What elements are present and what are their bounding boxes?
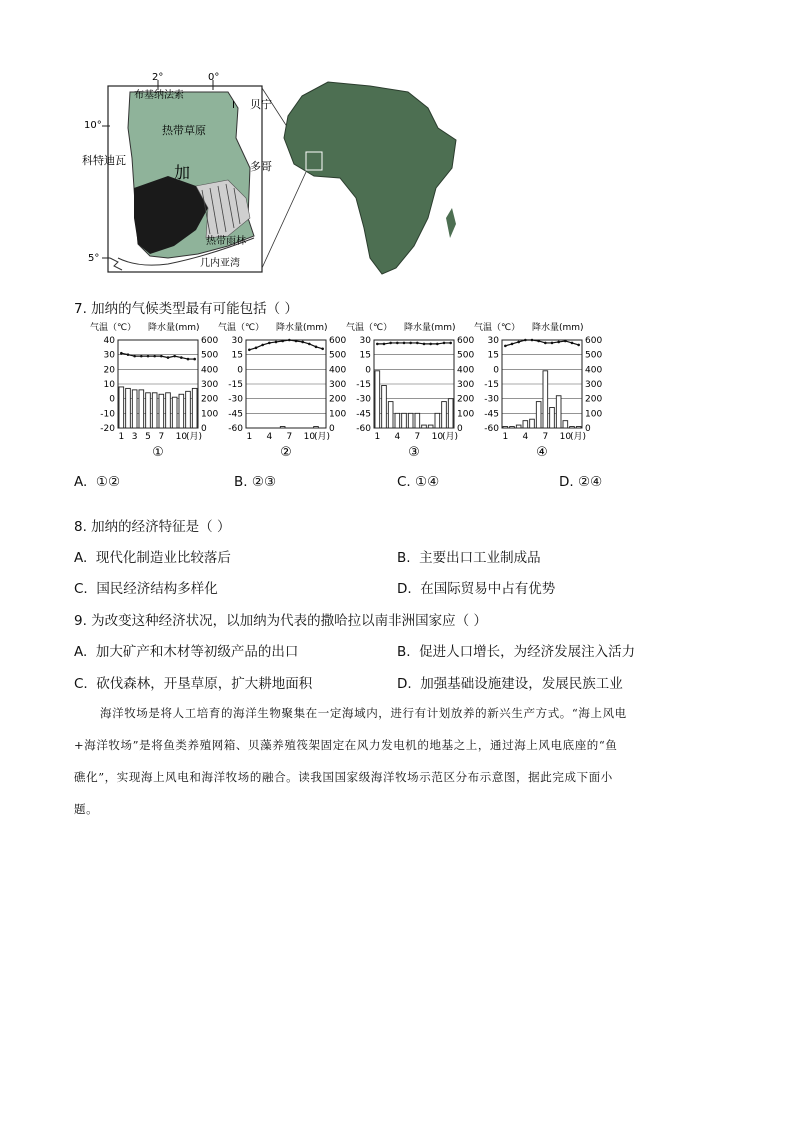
temperature-point: [180, 356, 183, 359]
precip-bar: [132, 390, 137, 428]
chart-x-tick: 1: [502, 432, 509, 442]
q7-option-c[interactable]: C. ①④: [397, 474, 440, 490]
chart-precip-tick: 200: [457, 394, 475, 405]
chart-temp-tick: 0: [493, 365, 499, 376]
chart-precip-axis-label: 降水量(mm): [148, 323, 200, 333]
precip-bar: [448, 399, 453, 428]
label-burkina: 布基纳法索: [134, 90, 184, 101]
chart-1: [90, 321, 218, 460]
q9-option-a[interactable]: A. 加大矿产和木材等初级产品的出口: [74, 644, 299, 660]
chart-temp-tick: 15: [487, 350, 499, 361]
chart-precip-tick: 200: [585, 394, 603, 405]
roman-numeral-label: I: [232, 100, 235, 111]
passage-line-3: 礁化”，实现海上风电和海洋牧场的融合。读我国国家级海洋牧场示范区分布示意图，据此完成下面小: [74, 770, 613, 784]
chart-x-unit: (月): [186, 432, 203, 442]
chart-precip-tick: 300: [585, 380, 603, 390]
chart-precip-tick: 100: [329, 409, 347, 420]
q9-option-b[interactable]: B. 促进人口增长，为经济发展注入活力: [397, 644, 636, 660]
chart-number-label: ④: [536, 445, 548, 460]
chart-precip-tick: 400: [201, 365, 219, 376]
label-tropical-grassland: 热带草原: [162, 124, 206, 137]
chart-precip-tick: 0: [329, 424, 335, 434]
precip-bar: [280, 427, 285, 428]
temperature-point: [268, 342, 271, 345]
chart-precip-tick: 400: [457, 365, 475, 376]
chart-precip-tick: 100: [457, 409, 475, 420]
temperature-point: [577, 344, 580, 347]
chart-precip-tick: 600: [201, 336, 219, 346]
chart-precip-tick: 500: [201, 350, 219, 361]
temperature-point: [376, 343, 379, 346]
temperature-point: [133, 355, 136, 358]
temperature-point: [127, 353, 130, 356]
temperature-point: [571, 342, 574, 345]
chart-temp-tick: -15: [356, 380, 371, 390]
chart-temp-tick: 0: [237, 365, 243, 376]
question-8-stem: 8. 加纳的经济特征是（ ）: [74, 519, 231, 535]
q7-option-b[interactable]: B. ②③: [234, 474, 277, 490]
precip-bar: [179, 394, 184, 428]
precip-bar: [408, 413, 413, 428]
chart-x-unit: (月): [314, 432, 331, 442]
temperature-point: [140, 355, 143, 358]
chart-x-tick: 7: [158, 432, 165, 442]
temperature-point: [147, 355, 150, 358]
temperature-line: [121, 353, 194, 359]
chart-precip-tick: 400: [585, 365, 603, 376]
precip-bar: [152, 393, 157, 428]
label-ghana: 加: [174, 163, 191, 182]
temperature-point: [524, 339, 527, 342]
temperature-point: [511, 343, 514, 346]
temperature-line: [377, 343, 450, 344]
chart-precip-tick: 100: [585, 409, 603, 420]
precip-bar: [314, 427, 319, 428]
label-tropical-forest: 热带雨林: [206, 236, 246, 247]
precip-bar: [503, 427, 508, 428]
question-7-stem: 7. 加纳的气候类型最有可能包括（ ）: [74, 301, 298, 317]
chart-temp-tick: -45: [356, 409, 371, 420]
lon-label-0: 0°: [208, 72, 220, 83]
chart-temp-tick: -30: [228, 394, 243, 405]
precip-bar: [550, 407, 555, 428]
chart-x-tick: 7: [414, 432, 421, 442]
chart-x-tick: 10: [431, 432, 444, 442]
temperature-point: [429, 343, 432, 346]
temperature-point: [193, 358, 196, 361]
lon-label-2: 2°: [152, 72, 164, 83]
temperature-point: [167, 356, 170, 359]
precip-bar: [530, 419, 535, 428]
chart-precip-tick: 200: [201, 394, 219, 405]
temperature-point: [544, 342, 547, 345]
precip-bar: [536, 402, 541, 428]
label-ivory-coast: 科特迪瓦: [82, 154, 126, 167]
chart-temp-tick: 0: [109, 394, 115, 405]
chart-number-label: ③: [408, 445, 420, 460]
chart-x-tick: 5: [145, 432, 151, 442]
temperature-point: [423, 343, 426, 346]
chart-precip-axis-label: 降水量(mm): [404, 323, 456, 333]
temperature-point: [321, 348, 324, 351]
chart-temp-axis-label: 气温（℃）: [346, 323, 393, 333]
chart-precip-tick: 500: [585, 350, 603, 361]
ghana-map-figure: [78, 68, 470, 278]
chart-temp-tick: 30: [103, 350, 115, 361]
temperature-point: [504, 345, 507, 348]
precip-bar: [556, 396, 561, 428]
chart-temp-tick: -60: [484, 424, 499, 434]
chart-temp-tick: 15: [359, 350, 371, 361]
chart-temp-tick: 20: [103, 365, 115, 376]
chart-temp-axis-label: 气温（℃）: [218, 323, 265, 333]
chart-x-tick: 1: [374, 432, 381, 442]
chart-precip-tick: 0: [585, 424, 591, 434]
chart-temp-axis-label: 气温（℃）: [474, 323, 521, 333]
chart-number-label: ①: [152, 445, 164, 460]
chart-x-tick: 1: [118, 432, 125, 442]
precip-bar: [159, 394, 164, 428]
label-gulf-of-guinea: 几内亚湾: [200, 258, 240, 269]
temperature-point: [173, 355, 176, 358]
temperature-point: [531, 339, 534, 342]
chart-precip-tick: 300: [201, 380, 219, 390]
chart-temp-tick: 30: [359, 336, 371, 346]
chart-number-label: ②: [280, 445, 292, 460]
q8-option-c[interactable]: C. 国民经济结构多样化: [74, 581, 218, 597]
temperature-point: [187, 358, 190, 361]
question-9-stem: 9. 为改变这种经济状况，以加纳为代表的撒哈拉以南非洲国家应（ ）: [74, 613, 487, 629]
chart-precip-tick: 500: [457, 350, 475, 361]
temperature-point: [449, 342, 452, 345]
chart-4: [474, 321, 602, 460]
madagascar-shape: [446, 208, 456, 238]
temperature-point: [409, 342, 412, 345]
chart-precip-tick: 600: [329, 336, 347, 346]
q8-option-d[interactable]: D. 在国际贸易中占有优势: [397, 581, 556, 597]
chart-precip-axis-label: 降水量(mm): [276, 323, 328, 333]
chart-precip-tick: 400: [329, 365, 347, 376]
chart-precip-tick: 100: [201, 409, 219, 420]
chart-temp-tick: 10: [103, 380, 115, 390]
chart-temp-tick: -30: [356, 394, 371, 405]
chart-x-tick: 1: [246, 432, 253, 442]
temperature-point: [248, 348, 251, 351]
chart-precip-tick: 0: [201, 424, 207, 434]
precip-bar: [570, 427, 575, 428]
precip-bar: [192, 388, 197, 428]
temperature-point: [281, 340, 284, 343]
chart-precip-tick: 600: [457, 336, 475, 346]
temperature-point: [120, 352, 123, 355]
precip-bar: [402, 413, 407, 428]
q7-option-a[interactable]: A. ①②: [74, 474, 121, 490]
temperature-point: [564, 340, 567, 343]
temperature-line: [249, 340, 322, 350]
chart-precip-tick: 0: [457, 424, 463, 434]
temperature-point: [436, 343, 439, 346]
precip-bar: [435, 413, 440, 428]
chart-x-tick: 7: [542, 432, 549, 442]
temperature-point: [153, 355, 156, 358]
precip-bar: [172, 397, 177, 428]
chart-temp-tick: -60: [356, 424, 371, 434]
chart-temp-tick: 40: [103, 336, 115, 346]
passage-line-4: 题。: [74, 802, 99, 816]
chart-x-tick: 4: [394, 432, 401, 442]
chart-x-tick: 4: [266, 432, 273, 442]
precip-bar: [563, 421, 568, 428]
precip-bar: [523, 421, 528, 428]
chart-x-tick: 4: [522, 432, 529, 442]
temperature-point: [261, 344, 264, 347]
temperature-point: [517, 341, 520, 344]
africa-map: [284, 82, 456, 274]
chart-temp-tick: -20: [100, 424, 115, 434]
q8-option-a[interactable]: A. 现代化制造业比较落后: [74, 550, 231, 566]
temperature-point: [315, 346, 318, 349]
precip-bar: [126, 388, 131, 428]
temperature-point: [383, 343, 386, 346]
q8-option-b[interactable]: B. 主要出口工业制成品: [397, 550, 541, 566]
chart-2: [218, 321, 346, 460]
chart-temp-tick: -15: [228, 380, 243, 390]
chart-precip-axis-label: 降水量(mm): [532, 323, 584, 333]
chart-precip-tick: 300: [329, 380, 347, 390]
precip-bar: [375, 371, 380, 428]
temperature-point: [301, 341, 304, 344]
chart-precip-tick: 500: [329, 350, 347, 361]
temperature-line: [505, 340, 578, 346]
temperature-point: [275, 341, 278, 344]
temperature-point: [389, 342, 392, 345]
temperature-point: [551, 342, 554, 345]
temperature-point: [443, 342, 446, 345]
precip-bar: [516, 425, 521, 428]
chart-temp-tick: -15: [484, 380, 499, 390]
temperature-point: [557, 341, 560, 344]
precip-bar: [388, 402, 393, 428]
temperature-point: [255, 347, 258, 350]
chart-precip-tick: 200: [329, 394, 347, 405]
q9-option-c[interactable]: C. 砍伐森林，开垦草原，扩大耕地面积: [74, 676, 313, 692]
chart-temp-tick: 0: [365, 365, 371, 376]
passage-line-1: 海洋牧场是将人工培育的海洋生物聚集在一定海域内，进行有计划放养的新兴生产方式。“海上风电: [100, 706, 627, 720]
temperature-point: [537, 340, 540, 343]
chart-temp-axis-label: 气温（℃）: [90, 323, 137, 333]
label-togo: 多哥: [250, 160, 272, 173]
lat-label-5: 5°: [88, 253, 100, 264]
chart-x-tick: 10: [303, 432, 316, 442]
chart-temp-tick: 30: [231, 336, 243, 346]
climate-charts: [88, 318, 608, 468]
precip-bar: [166, 393, 171, 428]
temperature-point: [396, 342, 399, 345]
chart-3: [346, 321, 474, 460]
chart-temp-tick: -60: [228, 424, 243, 434]
q7-option-d[interactable]: D. ②④: [559, 474, 603, 490]
chart-x-unit: (月): [570, 432, 587, 442]
chart-x-tick: 10: [175, 432, 188, 442]
precip-bar: [543, 371, 548, 428]
temperature-point: [416, 342, 419, 345]
precip-bar: [415, 413, 420, 428]
precip-bar: [139, 390, 144, 428]
precip-bar: [395, 413, 400, 428]
chart-temp-tick: -10: [100, 409, 115, 420]
lat-label-10: 10°: [84, 120, 102, 131]
precip-bar: [382, 385, 387, 428]
ocean-ranch-passage: [74, 697, 714, 825]
label-benin: 贝宁: [250, 98, 272, 111]
chart-precip-tick: 600: [585, 336, 603, 346]
chart-temp-tick: -30: [484, 394, 499, 405]
chart-temp-tick: -45: [228, 409, 243, 420]
chart-temp-tick: 30: [487, 336, 499, 346]
temperature-point: [308, 343, 311, 346]
precip-bar: [428, 425, 433, 428]
precip-bar: [510, 427, 515, 428]
precip-bar: [422, 425, 427, 428]
temperature-point: [288, 339, 291, 342]
chart-x-tick: 10: [559, 432, 572, 442]
chart-temp-tick: -45: [484, 409, 499, 420]
temperature-point: [295, 340, 298, 343]
chart-x-tick: 7: [286, 432, 293, 442]
chart-x-unit: (月): [442, 432, 459, 442]
precip-bar: [146, 393, 151, 428]
temperature-point: [403, 342, 406, 345]
precip-bar: [186, 391, 191, 428]
precip-bar: [442, 402, 447, 428]
precip-bar: [576, 427, 581, 428]
q9-option-d[interactable]: D. 加强基础设施建设，发展民族工业: [397, 676, 623, 692]
precip-bar: [119, 387, 124, 428]
passage-line-2: +海洋牧场”是将鱼类养殖网箱、贝藻养殖筏架固定在风力发电机的地基之上，通过海上风电底座的“鱼: [74, 738, 618, 752]
chart-x-tick: 3: [131, 432, 138, 442]
chart-precip-tick: 300: [457, 380, 475, 390]
temperature-point: [160, 355, 163, 358]
chart-temp-tick: 15: [231, 350, 243, 361]
